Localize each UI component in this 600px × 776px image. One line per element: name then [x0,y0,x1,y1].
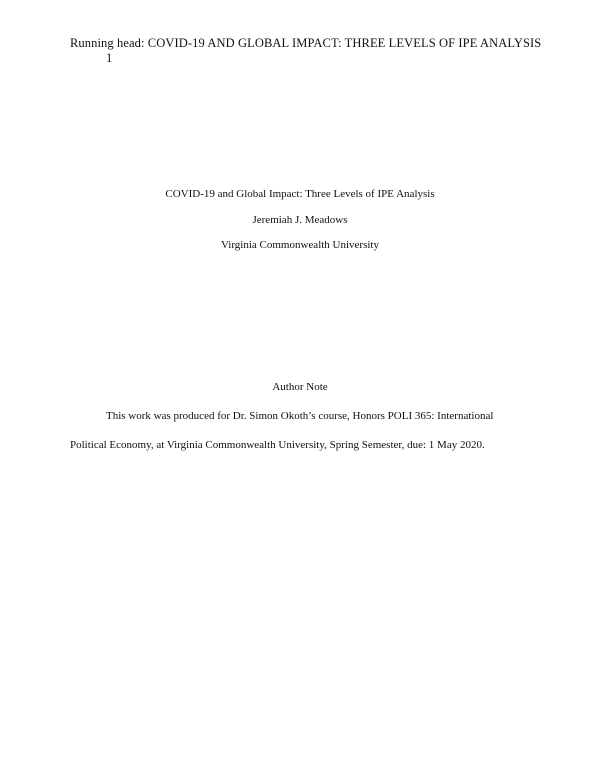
author-note-line-1: This work was produced for Dr. Simon Okoth’s course, Honors POLI 365: International [106,410,494,422]
author-name: Jeremiah J. Meadows [252,214,348,226]
author-note-heading: Author Note [272,381,328,393]
page-number: 1 [106,51,113,65]
author-note-body [70,402,540,460]
author-note-line-2: Political Economy, at Virginia Commonwealth University, Spring Semester, due: 1 May 2020. [70,439,485,451]
paper-title: COVID-19 and Global Impact: Three Levels of IPE Analysis [165,188,435,200]
running-head: Running head: COVID-19 AND GLOBAL IMPACT: THREE LEVELS OF IPE ANALYSIS [70,36,542,50]
author-affiliation: Virginia Commonwealth University [220,239,379,251]
